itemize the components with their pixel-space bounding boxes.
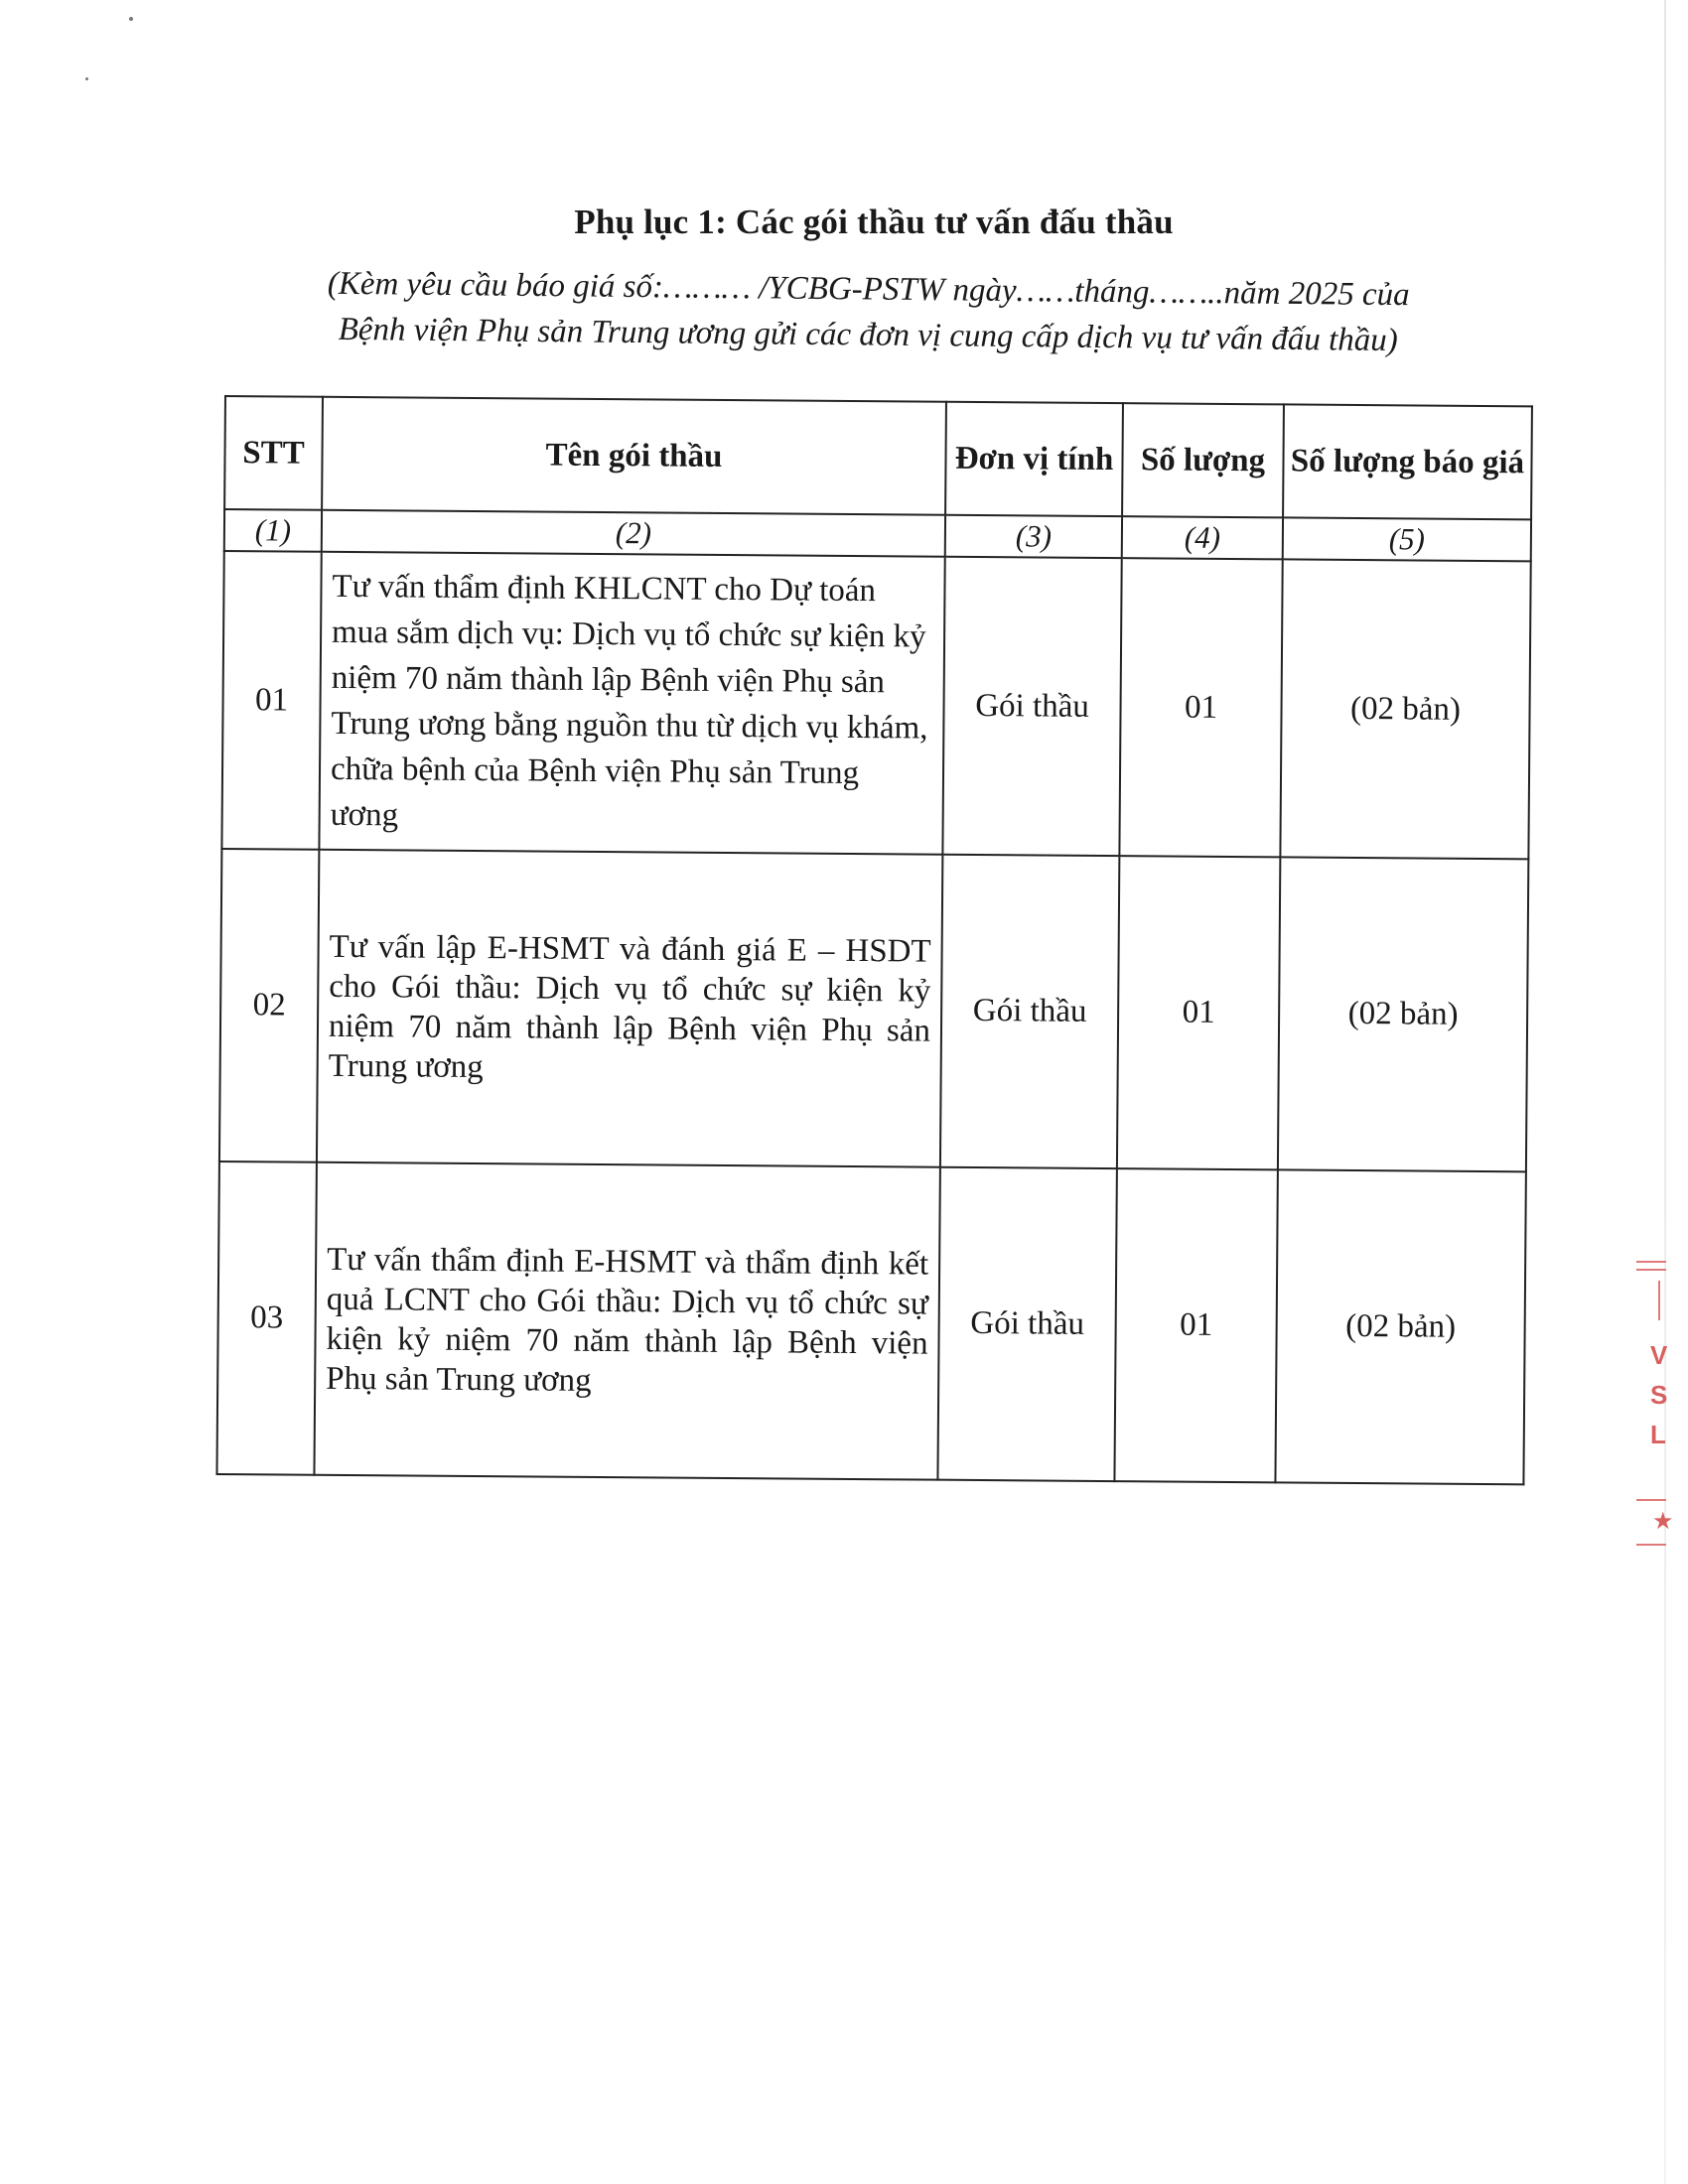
stamp-edge (1636, 1499, 1666, 1501)
row-stt: 02 (219, 849, 319, 1162)
subtitle-line-2: Bệnh viện Phụ sản Trung ương gửi các đơn vị cung cấp dịch vụ tư vấn đấu thầu) (338, 311, 1398, 359)
stamp-edge (1658, 1281, 1660, 1320)
stamp-edge (1636, 1269, 1666, 1271)
stamp-star-icon: ★ (1652, 1508, 1674, 1535)
header-package-name: Tên gói thầu (322, 397, 946, 515)
row-quote-quantity: (02 bản) (1278, 857, 1528, 1171)
column-index: (1) (224, 509, 322, 552)
row-package-name: Tư vấn thẩm định KHLCNT cho Dự toán mua sắm dịch vụ: Dịch vụ tổ chức sự kiện kỷ niệm 70 năm thành lập Bệnh viện Phụ sản Trung ương bằng nguồn thu từ dịch vụ khám, chữa bệnh của Bệnh viện Phụ sản Trung ương (319, 552, 944, 855)
header-stt: STT (224, 396, 323, 510)
stamp-letter: V (1650, 1340, 1668, 1370)
column-index: (3) (945, 515, 1122, 558)
scan-speck (85, 77, 88, 80)
stamp-letter: L (1650, 1420, 1666, 1449)
stamp-edge (1636, 1544, 1666, 1546)
bid-package-table (215, 395, 1533, 1485)
stamp-edge (1636, 1261, 1666, 1263)
page-subtitle (252, 260, 1484, 364)
row-unit: Gói thầu (942, 557, 1121, 856)
column-index: (5) (1283, 517, 1531, 561)
table-header-row (224, 396, 1532, 519)
header-quote-quantity: Số lượng báo giá (1283, 404, 1532, 519)
column-index: (4) (1122, 516, 1283, 559)
subtitle-line-1: (Kèm yêu cầu báo giá số:……… /YCBG-PSTW ngày……tháng……..năm 2025 của (327, 265, 1410, 314)
table-row (219, 849, 1528, 1171)
header-quantity: Số lượng (1122, 403, 1284, 517)
table-row (221, 551, 1530, 859)
row-stt: 01 (221, 551, 321, 850)
row-quantity: 01 (1117, 856, 1280, 1169)
row-package-name: Tư vấn thẩm định E-HSMT và thẩm định kết quả LCNT cho Gói thầu: Dịch vụ tổ chức sự kiện kỷ niệm 70 năm thành lập Bệnh viện Phụ sản Trung ương (314, 1162, 939, 1480)
bid-package-table-wrapper (215, 395, 1531, 1485)
stamp-letter: S (1650, 1380, 1668, 1410)
row-stt: 03 (216, 1161, 316, 1475)
row-unit: Gói thầu (937, 1167, 1116, 1481)
header-unit: Đơn vị tính (945, 402, 1123, 516)
row-quantity: 01 (1119, 558, 1282, 857)
table-row (216, 1161, 1525, 1484)
column-index: (2) (322, 510, 945, 557)
scan-speck (129, 17, 133, 21)
row-package-name: Tư vấn lập E-HSMT và đánh giá E – HSDT cho Gói thầu: Dịch vụ tổ chức sự kiện kỷ niệm 70 năm thành lập Bệnh viện Phụ sản Trung ương (317, 850, 942, 1167)
row-quote-quantity: (02 bản) (1275, 1169, 1525, 1484)
red-stamp-fragment (1628, 1261, 1678, 1559)
row-quote-quantity: (02 bản) (1280, 559, 1530, 859)
page-title: Phụ lục 1: Các gói thầu tư vấn đấu thầu (574, 203, 1174, 241)
scan-edge (1664, 0, 1666, 2184)
row-quantity: 01 (1114, 1168, 1277, 1482)
row-unit: Gói thầu (940, 855, 1119, 1168)
